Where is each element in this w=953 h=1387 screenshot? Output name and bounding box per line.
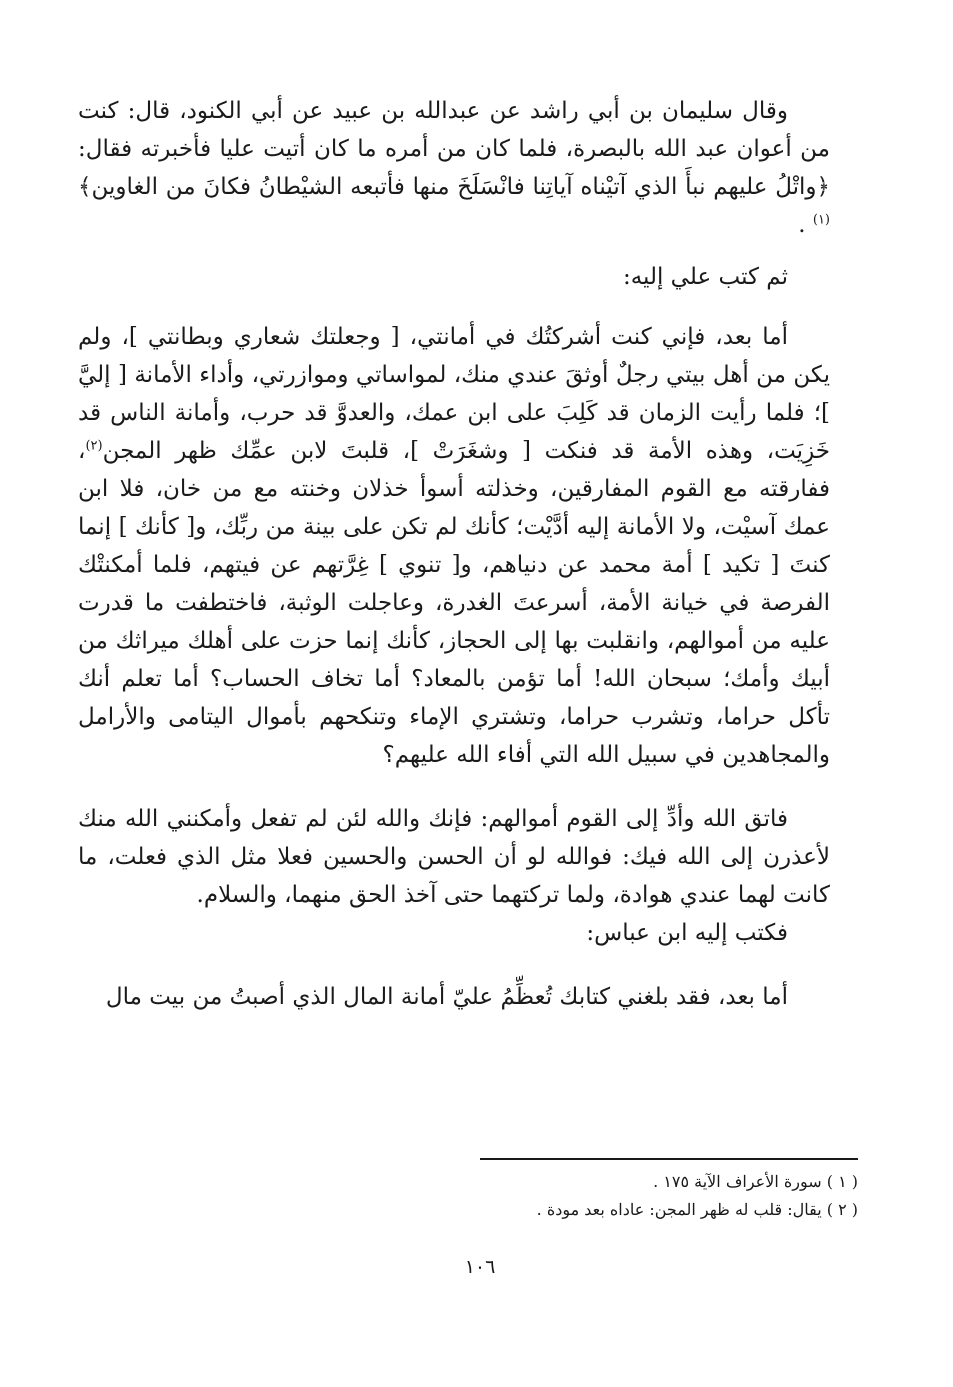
footnote-ref-1[interactable]: (١) (812, 212, 830, 228)
footnotes (358, 1168, 858, 1224)
footnote-ref-2[interactable]: (٢) (85, 438, 103, 454)
page-number: ١٠٦ (464, 1256, 496, 1278)
paragraph-2: ثم كتب علي إليه: (622, 264, 788, 290)
paragraph-3: أما بعد، فإني كنت أشركتُك في أمانتي، [ وجعلتك شعاري وبطانتي ]، ولم يكن من أهل بيتي رجلٌ أوثقَ عندي منك، لمواساتي وموازرتي، وأداء الأمانة [ إليَّ ]؛ فلما رأيت الزمان قد كَلِبَ على ابن عمك، والعدوَّ قد حرب، وأمانة الناس قد خَزِيَت، وهذه الأمة قد فنكت [ وشغَرَتْ ]، قلبتَ لابن عمِّك ظهر المجن$^{(٢)}$، ففارقته مع القوم المفارقين، وخذلته أسوأ خذلان وخنته مع من خان، فلا ابن عمك آسيْت، ولا الأمانة إليه أدَّيْت؛ كأنك لم تكن على بينة من ربِّك، و[ كأنك ] إنما كنتَ [ تكيد ] أمة محمد عن دنياهم، و[ تنوي ] غِرَّتهم عن فيتهم، فلما أمكنتْك الفرصة في خيانة الأمة، أسرعتَ الغدرة، وعاجلت الوثبة، فاختطفت ما قدرت عليه من أموالهم، وانقلبت بها إلى الحجاز، كأنك إنما حزت على أهلك ميراثك من أبيك وأمك؛ سبحان الله! أما تؤمن بالمعاد؟ أما تخاف الحساب؟ أما تعلم أنك تأكل حراما، وتشرب حراما، وتشتري الإماء وتنكحهم بأموال اليتامى والأرامل والمجاهدين في سبيل الله التي أفاء الله عليهم؟ (78, 324, 830, 768)
footnote-2: ( ٢ ) يقال: قلب له ظهر المجن: عاداه بعد مودة . (536, 1200, 858, 1219)
footnote-separator (480, 1158, 858, 1160)
paragraph-5: فكتب إليه ابن عباس: (586, 920, 788, 946)
paragraph-6: أما بعد، فقد بلغني كتابك تُعظِّمُ عليّ أمانة المال الذي أصبتُ من بيت مال (105, 984, 788, 1010)
footnote-1: ( ١ ) سورة الأعراف الآية ١٧٥ . (653, 1172, 858, 1191)
main-text (78, 92, 830, 1016)
paragraph-4: فاتق الله وأدِّ إلى القوم أموالهم: فإنك والله لئن لم تفعل وأمكنني الله منك لأعذرن إلى الله فيك: فوالله لو أن الحسن والحسين فعلا مثل الذي فعلت، ما كانت لهما عندي هوادة، ولما تركتهما حتى آخذ الحق منهما، والسلام. (78, 806, 830, 908)
paragraph-1: وقال سليمان بن أبي راشد عن عبدالله بن عبيد عن أبي الكنود، قال: كنت من أعوان عبد الله بالبصرة، فلما كان من أمره ما كان أتيت عليا فأخبرته فقال: ﴿واتْلُ عليهم نبأَ الذي آتيْناه آياتِنا فانْسَلَخَ منها فأتبعه الشيْطانُ فكانَ من الغاوين﴾$^{(١)}$ . (78, 98, 830, 238)
